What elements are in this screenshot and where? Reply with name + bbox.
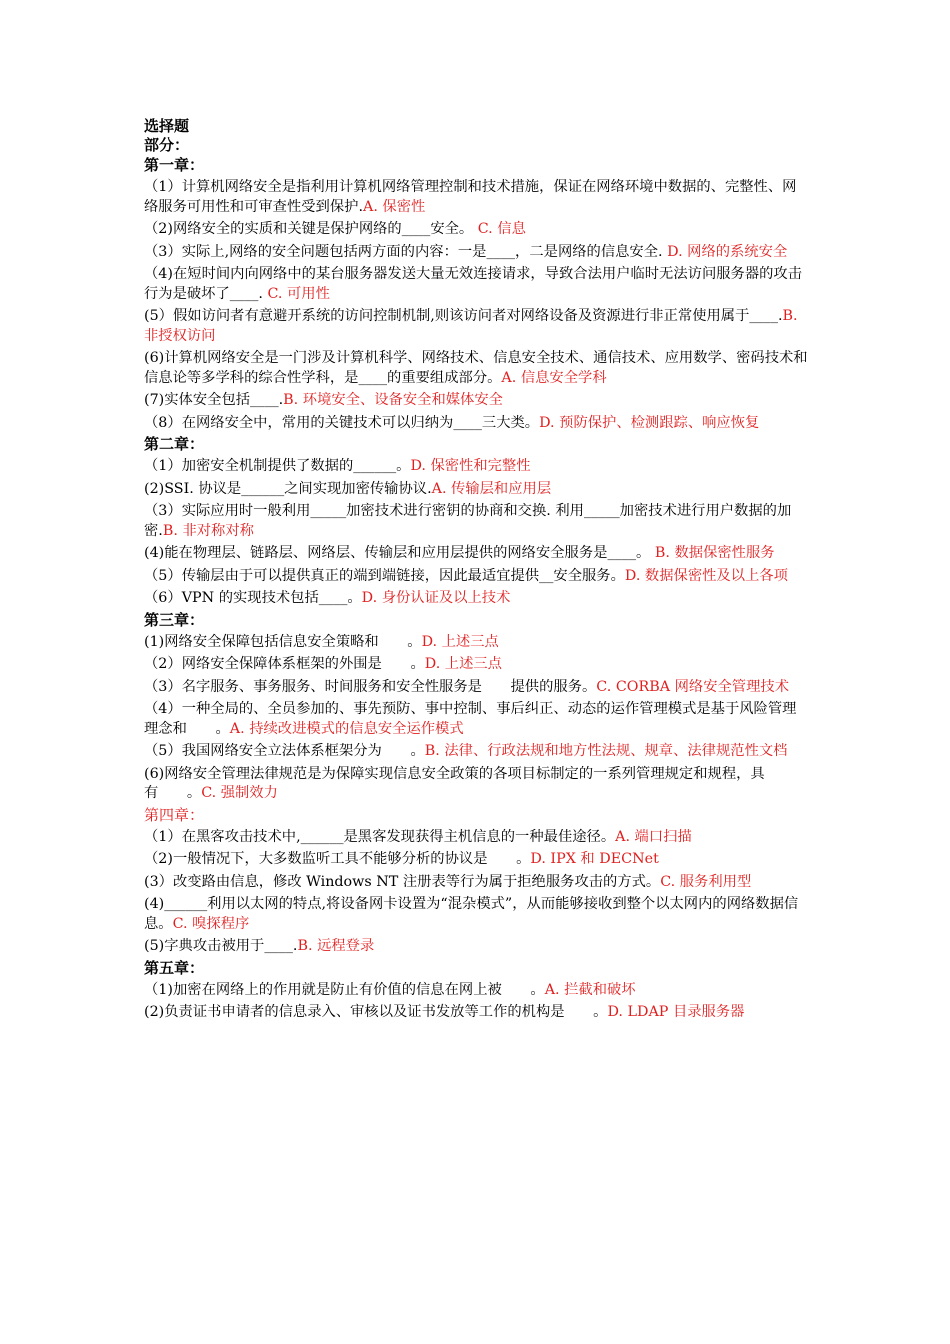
chapter-heading: 第三章： bbox=[144, 610, 205, 629]
question-item bbox=[144, 828, 809, 848]
question-text: （4)在短时间内向网络中的某台服务器发送大量无效连接请求，导致合法用户临时无法访问服务器的攻击行为是破坏了____. bbox=[144, 266, 803, 302]
answer-text: A. 传输层和应用层 bbox=[431, 480, 552, 497]
question-item bbox=[144, 742, 809, 762]
answer-text: B. 环境安全、设备安全和媒体安全 bbox=[283, 392, 503, 408]
question-text: (6)网络安全管理法律规范是为保障实现信息安全政策的各项目标制定的一系列管理规定和规程，具有 。 bbox=[144, 765, 765, 801]
question-text: (6)计算机网络安全是一门涉及计算机科学、网络技术、信息安全技术、通信技术、应用数学、密码技术和信息论等多学科的综合性学科，是____的重要组成部分。 bbox=[144, 350, 808, 386]
chapter-heading: 第一章： bbox=[144, 156, 205, 174]
question-item bbox=[144, 414, 809, 434]
document-body bbox=[144, 117, 809, 1025]
answer-text: D. 保密性和完整性 bbox=[410, 458, 531, 474]
question-item bbox=[144, 243, 809, 263]
question-text: （1）计算机网络安全是指利用计算机网络管理控制和技术措施，保证在网络环境中数据的、完整性、网络服务可用性和可审查性受到保护. bbox=[144, 179, 797, 215]
question-text: （3）实际应用时一般利用_____加密技术进行密钥的协商和交换. 利用_____加密技术进行用户数据的加密. bbox=[144, 503, 792, 539]
question-item bbox=[144, 873, 809, 893]
question-text: （2)网络安全的实质和关键是保护网络的____安全。 bbox=[144, 221, 478, 237]
question-text: （8）在网络安全中，常用的关键技术可以归纳为____三大类。 bbox=[144, 414, 540, 431]
question-text: （2）网络安全保障体系框架的外围是 。 bbox=[144, 656, 425, 672]
question-text: （4）一种全局的、全员参加的、事先预防、事中控制、事后纠正、动态的运作管理模式是基于风险管理理念和 。 bbox=[144, 701, 797, 737]
question-text: （1）在黑客攻击技术中,______是黑客发现获得主机信息的一种最佳途径。 bbox=[144, 828, 616, 845]
answer-text: A. 拦截和破坏 bbox=[544, 981, 636, 998]
chapter-section bbox=[144, 806, 809, 957]
question-text: (5)字典攻击被用于____. bbox=[144, 938, 298, 954]
question-item bbox=[144, 544, 809, 564]
question-item bbox=[144, 937, 809, 957]
question-item bbox=[144, 457, 809, 477]
answer-text: C. 强制效力 bbox=[201, 785, 278, 801]
question-item bbox=[144, 265, 809, 304]
document-title: 选择题 bbox=[144, 117, 190, 135]
question-item bbox=[144, 1003, 809, 1023]
question-item bbox=[144, 850, 809, 870]
answer-text: B. 远程登录 bbox=[297, 938, 375, 954]
chapter-section bbox=[144, 156, 809, 433]
question-text: (3）改变路由信息，修改 Windows NT 注册表等行为属于拒绝服务攻击的方式。 bbox=[144, 873, 661, 890]
chapter-heading: 第四章： bbox=[144, 805, 205, 824]
question-item bbox=[144, 567, 809, 587]
question-text: （1）加密安全机制提供了数据的______。 bbox=[144, 458, 411, 474]
answer-text: D. IPX 和 DECNet bbox=[530, 851, 659, 867]
question-item bbox=[144, 391, 809, 411]
question-text: (4)______利用以太网的特点,将设备网卡设置为“混杂模式”，从而能够接收到整个以太网内的网络数据信息。 bbox=[144, 896, 799, 932]
chapter-heading: 第二章： bbox=[144, 435, 205, 453]
question-item bbox=[144, 178, 809, 217]
question-item bbox=[144, 700, 809, 739]
answer-text: C. 服务利用型 bbox=[660, 873, 752, 890]
chapter-section bbox=[144, 959, 809, 1023]
question-text: (1)网络安全保障包括信息安全策略和 。 bbox=[144, 633, 422, 650]
question-item bbox=[144, 480, 809, 500]
question-text: （3）名字服务、事务服务、时间服务和安全性服务是 提供的服务。 bbox=[144, 678, 597, 695]
answer-text: C. 嗅探程序 bbox=[172, 915, 250, 932]
answer-text: D. LDAP 目录服务器 bbox=[607, 1004, 745, 1020]
question-item bbox=[144, 655, 809, 675]
answer-text: A. 端口扫描 bbox=[615, 828, 692, 845]
question-item bbox=[144, 307, 809, 346]
question-text: （5）我国网络安全立法体系框架分为 。 bbox=[144, 743, 425, 759]
question-item bbox=[144, 981, 809, 1001]
question-text: （2)一般情况下，大多数监听工具不能够分析的协议是 。 bbox=[144, 851, 531, 867]
answer-text: C. CORBA 网络安全管理技术 bbox=[596, 678, 789, 695]
question-text: (2)负责证书申请者的信息录入、审核以及证书发放等工作的机构是 。 bbox=[144, 1004, 608, 1020]
question-text: (7)实体安全包括____. bbox=[144, 392, 284, 408]
question-text: （6）VPN 的实现技术包括____。 bbox=[144, 590, 362, 606]
answer-text: B. 非授权访问 bbox=[144, 308, 798, 344]
answer-text: D. 预防保护、检测跟踪、响应恢复 bbox=[539, 414, 760, 431]
answer-text: D. 数据保密性及以上各项 bbox=[624, 567, 788, 584]
question-item bbox=[144, 895, 809, 934]
question-item bbox=[144, 765, 809, 804]
answer-text: D. 身份认证及以上技术 bbox=[361, 590, 511, 606]
question-item bbox=[144, 589, 809, 609]
chapter-list bbox=[144, 156, 809, 1023]
question-item bbox=[144, 678, 809, 698]
question-text: （3）实际上,网络的安全问题包括两方面的内容：一是____，二是网络的信息安全. bbox=[144, 243, 668, 260]
answer-text: C. 可用性 bbox=[267, 285, 330, 302]
answer-text: A. 信息安全学科 bbox=[501, 369, 607, 386]
answer-text: B. 非对称对称 bbox=[162, 522, 254, 539]
answer-text: C. 信息 bbox=[477, 221, 526, 237]
document-subtitle: 部分： bbox=[144, 136, 190, 154]
answer-text: D. 上述三点 bbox=[421, 633, 499, 650]
question-text: （5）传输层由于可以提供真正的端到端链接，因此最适宜提供__安全服务。 bbox=[144, 567, 625, 584]
answer-text: B. 法律、行政法规和地方性法规、规章、法律规范性文档 bbox=[424, 743, 788, 759]
chapter-section bbox=[144, 611, 809, 804]
question-text: (5）假如访问者有意避开系统的访问控制机制,则该访问者对网络设备及资源进行非正常使用属于____. bbox=[144, 308, 783, 324]
question-item bbox=[144, 220, 809, 240]
chapter-section bbox=[144, 435, 809, 609]
chapter-heading: 第五章： bbox=[144, 958, 205, 977]
question-text: （1)加密在网络上的作用就是防止有价值的信息在网上被 。 bbox=[144, 981, 545, 998]
answer-text: D. 网络的系统安全 bbox=[667, 243, 788, 260]
answer-text: D. 上述三点 bbox=[424, 656, 502, 672]
question-item bbox=[144, 502, 809, 541]
question-text: (2)SSI. 协议是______之间实现加密传输协议. bbox=[144, 480, 432, 497]
question-item bbox=[144, 633, 809, 653]
answer-text: A. 持续改进模式的信息安全运作模式 bbox=[229, 720, 464, 737]
question-text: (4)能在物理层、链路层、网络层、传输层和应用层提供的网络安全服务是____。 bbox=[144, 545, 655, 561]
question-item bbox=[144, 349, 809, 388]
answer-text: A. 保密性 bbox=[363, 198, 426, 215]
answer-text: B. 数据保密性服务 bbox=[654, 545, 775, 561]
